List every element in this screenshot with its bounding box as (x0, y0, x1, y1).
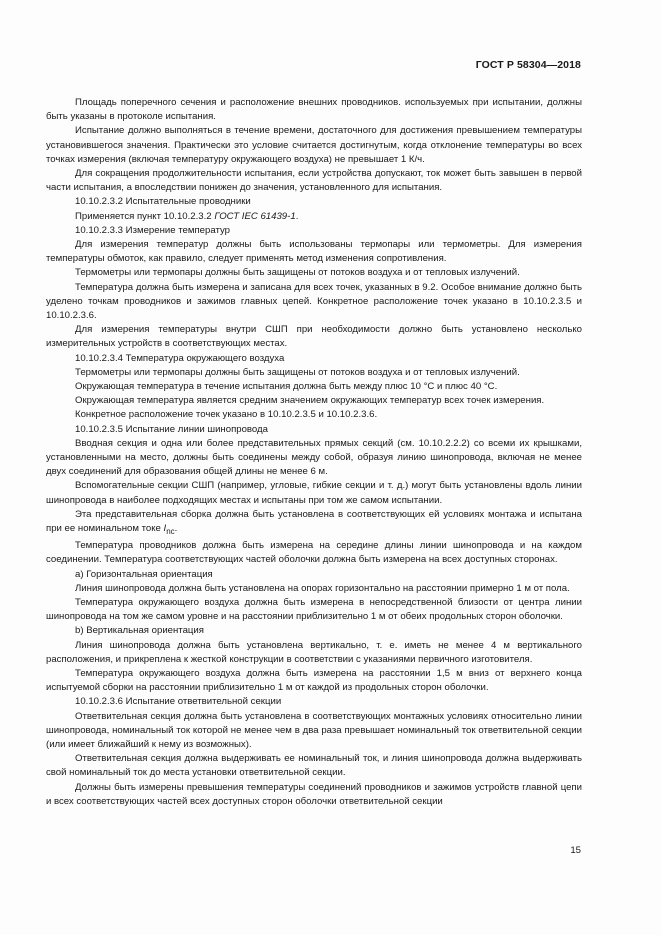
paragraph: Ответвительная секция должна быть установлена в соответствующих монтажных условиях относительно линии шинопровода, номинальный ток которой не менее чем в два раза превышает номинальный ток ответвительной секции (или имеет ближайший к нему из возможных). (46, 710, 582, 751)
paragraph: Линия шинопровода должна быть установлена на опорах горизонтально на расстоянии примерно 1 м от пола. (75, 582, 570, 594)
paragraph: Должны быть измерены превышения температуры соединений проводников и зажимов устройств главной цепи и всех соответствующих частей всех доступных сторон оболочки ответвительной секции (46, 781, 582, 807)
paragraph (46, 210, 582, 224)
paragraph: Вспомогательные секции СШП (например, угловые, гибкие секции и т. д.) могут быть установлены вдоль линии шинопровода в наиболее подходящих местах и испытаны при том же самом испытании. (46, 480, 582, 506)
list-item: b) Вертикальная ориентация (75, 625, 204, 637)
paragraph: Испытание должно выполняться в течение времени, достаточного для достижения превышением температуры установившегося значения. Практически это условие считается достигнутым, когда отклонение температуры во всех точках измерения (включая температуру окружающего воздуха) не превышает 1 К/ч. (46, 125, 582, 165)
paragraph: Термометры или термопары должны быть защищены от потоков воздуха и от тепловых излучений. (75, 366, 520, 378)
current-subscript: nc (166, 527, 175, 536)
paragraph: Температура проводников должна быть измерена на середине длины линии шинопровода и на каждом соединении. Температура соответствующих частей оболочки должна быть измерена на всех доступных сторонах. (46, 540, 582, 566)
paragraph: Вводная секция и одна или более представительных прямых секций (см. 10.10.2.2.2) со всеми их крышками, установленными на место, должны быть соединены между собой, образуя линию шинопровода, включая не менее двух соединений для образования общей длины не менее 6 м. (46, 437, 582, 478)
list-item: a) Горизонтальная ориентация (75, 568, 213, 580)
page-header: ГОСТ Р 58304—2018 (475, 59, 581, 71)
section-heading: 10.10.2.3.4 Температура окружающего воздуха (75, 352, 285, 364)
paragraph: Площадь поперечного сечения и расположение внешних проводников. используемых при испытании, должны быть указаны в протоколе испытания. (46, 97, 582, 123)
paragraph: Для измерения температур должны быть использованы термопары или термометры. Для измерения температуры обмоток, как правило, следует применять метод изменения сопротивления. (46, 239, 582, 265)
period: . (174, 523, 178, 535)
section-heading: 10.10.2.3.6 Испытание ответвительной секции (75, 696, 282, 708)
period: . (295, 210, 299, 222)
paragraph: Температура должна быть измерена и записана для всех точек, указанных в 9.2. Особое внимание должно быть уделено точкам проводников и зажимов главных цепей. Конкретное расположение точек указано в 10.10.2.3.5 и 10.10.2.3.6. (46, 281, 582, 322)
section-heading: 10.10.2.3.5 Испытание линии шинопровода (75, 423, 268, 435)
paragraph: Окружающая температура является средним значением окружающих температур всех точек измерения. (75, 395, 545, 407)
paragraph: Конкретное расположение точек указано в 10.10.2.3.5 и 10.10.2.3.6. (75, 409, 378, 421)
paragraph: Температура окружающего воздуха должна быть измерена на расстоянии 1,5 м вниз от верхнего конца испытуемой сборки на расстоянии приблизительно 1 м от каждой из продольных сторон оболочки. (46, 668, 582, 694)
paragraph: Для измерения температуры внутри СШП при необходимости должно быть установлено несколько измерительных устройств в соответствующих местах. (46, 324, 582, 350)
page-number: 15 (570, 845, 581, 856)
paragraph-text: Эта представительная сборка должна быть установлена в соответствующих ей условиях монтажа и испытана при ее номинальном токе (46, 508, 582, 535)
paragraph: Ответвительная секция должна выдерживать ее номинальный ток, и линия шинопровода должна выдерживать свой номинальный ток до места установки ответвительной секции. (46, 753, 582, 779)
paragraph (46, 508, 582, 539)
section-heading: 10.10.2.3.2 Испытательные проводники (75, 196, 251, 208)
paragraph: Температура окружающего воздуха должна быть измерена в непосредственной близости от центра линии шинопровода на том же самом уровне и на расстоянии приблизительно 1 м от обеих продольных сторон оболочки. (46, 597, 582, 623)
document-body (46, 96, 582, 809)
paragraph: Термометры или термопары должны быть защищены от потоков воздуха и от тепловых излучений. (75, 267, 520, 279)
paragraph: Для сокращения продолжительности испытания, если устройства допускают, ток может быть завышен в первой части испытания, а впоследствии понижен до значения, установленного для испытания. (46, 168, 582, 194)
current-symbol: I (163, 523, 167, 535)
paragraph: Линия шинопровода должна быть установлена вертикально, т. е. иметь не менее 4 м вертикального расположения, и прикреплена к жесткой конструкции в соответствии с указаниями первичного изготовителя. (46, 639, 582, 665)
paragraph: Окружающая температура в течение испытания должна быть между плюс 10 °С и плюс 40 °С. (75, 381, 498, 393)
section-heading: 10.10.2.3.3 Измерение температур (75, 224, 230, 236)
standard-reference: ГОСТ IEC 61439-1 (214, 210, 296, 222)
paragraph-text: Применяется пункт 10.10.2.3.2 (75, 210, 215, 222)
